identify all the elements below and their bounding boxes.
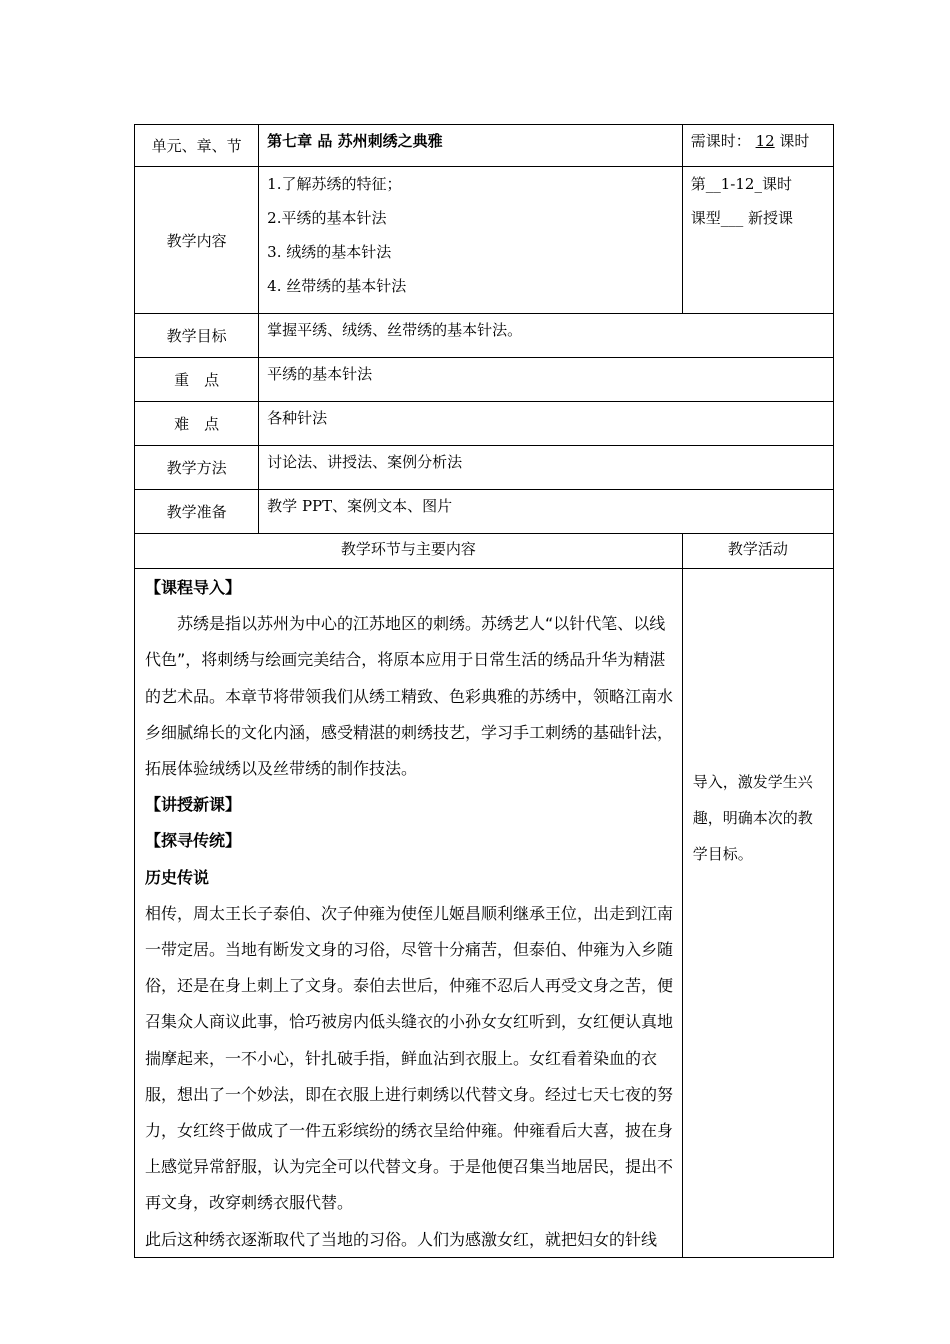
main-content-cell	[135, 569, 683, 1258]
tradition-heading: 【探寻传统】	[145, 831, 242, 851]
teaching-content-list	[259, 167, 683, 314]
activity-text: 导入，激发学生兴趣，明确本次的教学目标。	[692, 773, 813, 863]
intro-heading: 【课程导入】	[145, 578, 242, 597]
hours-value: 12	[755, 132, 775, 150]
row-value: 各种针法	[259, 402, 834, 446]
hours-suffix: 课时	[774, 132, 810, 150]
section-header-main: 教学环节与主要内容	[135, 534, 683, 569]
legend-heading: 历史传说	[145, 867, 210, 887]
teaching-content-label: 教学内容	[135, 167, 259, 314]
legend-paragraph: 相传，周太王长子泰伯、次子仲雍为使侄儿姬昌顺利继承王位，出走到江南一带定居。当地有断发文身的习俗，尽管十分痛苦，但泰伯、仲雍为入乡随俗，还是在身上刺上了文身。泰伯去世后，仲雍不忍后人再受文身之苦，便召集众人商议此事，恰巧被房内低头缝衣的小孙女女红听到，女红便认真地揣摩起来，一不小心，针扎破手指，鲜血沾到衣服上。女红看着染血的衣服，想出了一个妙法，即在衣服上进行刺绣以代替文身。经过七天七夜的努力，女红终于做成了一件五彩缤纷的绣衣呈给仲雍。仲雍看后大喜，披在身上感觉异常舒服，认为完全可以代替文身。于是他便召集当地居民，提出不再文身，改穿刺绣衣服代替。	[145, 903, 674, 1213]
row-value: 教学 PPT、案例文本、图片	[259, 490, 834, 534]
section-header-activity: 教学活动	[682, 534, 833, 569]
method-row	[135, 446, 834, 490]
row-label: 教学准备	[135, 490, 259, 534]
row-value: 掌握平绣、绒绣、丝带绣的基本针法。	[259, 314, 834, 358]
hours-prefix: 需课时：	[690, 132, 751, 150]
activity-cell	[682, 569, 833, 1258]
content-item: 2.平绣的基本针法	[267, 209, 387, 227]
preparation-row	[135, 490, 834, 534]
after-paragraph: 此后这种绣衣逐渐取代了当地的习俗。人们为感激女红，就把妇女的针线	[145, 1229, 658, 1249]
difficulty-row	[135, 402, 834, 446]
row-label: 教学方法	[135, 446, 259, 490]
lesson-number: 第__1-12_课时	[690, 175, 792, 193]
row-label: 教学目标	[135, 314, 259, 358]
new-lesson-heading: 【讲授新课】	[145, 795, 242, 815]
chapter-title: 第七章 品 苏州刺绣之典雅	[259, 125, 683, 167]
chapter-row	[135, 125, 834, 167]
row-value: 讨论法、讲授法、案例分析法	[259, 446, 834, 490]
content-item: 4. 丝带绣的基本针法	[267, 277, 407, 295]
main-content-text	[135, 570, 682, 1257]
content-item: 1.了解苏绣的特征；	[267, 175, 402, 193]
key-point-row	[135, 358, 834, 402]
chapter-label: 单元、章、节	[135, 125, 259, 167]
content-item: 3. 绒绣的基本针法	[267, 243, 392, 261]
lesson-plan-table	[134, 124, 834, 1258]
lesson-info	[682, 167, 833, 314]
required-hours	[682, 125, 833, 167]
objective-row	[135, 314, 834, 358]
row-label: 难 点	[135, 402, 259, 446]
lesson-type: 课型___ 新授课	[690, 209, 794, 227]
main-content-row	[135, 569, 834, 1258]
row-label: 重 点	[135, 358, 259, 402]
intro-paragraph: 苏绣是指以苏州为中心的江苏地区的刺绣。苏绣艺人“以针代笔、以线代色”，将刺绣与绘画完美结合，将原本应用于日常生活的绣品升华为精湛的艺术品。本章节将带领我们从绣工精致、色彩典雅的苏绣中，领略江南水乡细腻绵长的文化内涵，感受精湛的刺绣技艺，学习手工刺绣的基础针法，拓展体验绒绣以及丝带绣的制作技法。	[145, 614, 674, 779]
row-value: 平绣的基本针法	[259, 358, 834, 402]
teaching-content-row	[135, 167, 834, 314]
section-header-row	[135, 534, 834, 569]
